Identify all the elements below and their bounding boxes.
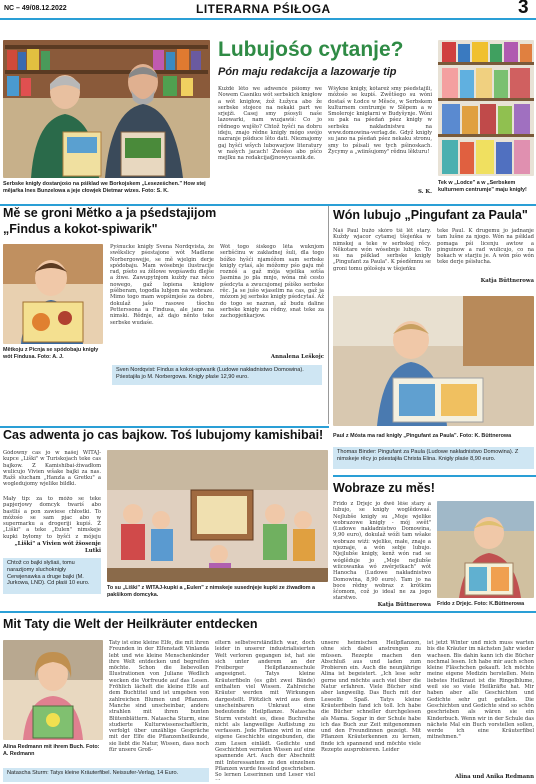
article6-column3: unsere heimischen Heilpflanzen, ohne sich dabei anstrengen zu müssen. Rezepte machen den Abschluß aus und laden zum Probieren ein. Auch die neunjährige Alina ist begeistert. „Ich lese sehr gerne und möchte auch viel über die Natur erfahren. Viele Bücher sind aber langweilig. Das Buch mit der Leseelfe Spaß. Tatys kleine Kräuterfibeln fand ich toll. Ich habe die Bücher schneller durchgelesen als Mama. Sogar in der Schule habe ich das Buch zur Zeit mitgenommen und den Freundinnen gezeigt. Mit Pflanzen Kräuterkennen zu lernen, finde ich spannend und möchte viele Rezepte ausprobieren. Leider — [321, 640, 421, 754]
article5-body: Frido z Drjejc jo dwě lěśe stary a lubujo, se knigły woglědowaś. Nejlubše knigły su „Moje wjelike wobrazowe knigły - mój swět" (Ludowe nakładnistwo Domowina, 9,90 euro), dokulaž wóži tam wšake wobraze wiźi: wjelike, małe, znaje a njeznaje, a wón sebje lubujo. Njejlubše knigły, kenž wón rad se wóglěduje jo „Moje nejlubše wiicowanka wó zwěrjetkach" wót Hanocha (Ludowe nakładnistwo Domowina, 8,90 euro). Tam jo na boce rědny wobraz z krótkim šćomom, což jo ideal ne za jogo starstwo. — [333, 501, 431, 602]
caption-metko: Mětkoju z Picnja se spódobaju knigły wót Findusa. Foto: A. J. — [3, 347, 99, 360]
photo-paul-reading — [333, 296, 534, 426]
header-rule — [0, 18, 536, 20]
photo-alina — [3, 640, 103, 740]
article3-column2: teke Paul. K drugemu jo jadnanje tam lušne za njogo. Wón na pśiklad pomaga pśi licenju awtow a pinguinow a rad wulicujo, co na bokach w starjiu je. A wón pśo wón teke derje pśisłucha. — [437, 228, 534, 266]
section-title: LITERARNA PŚIŁOGA — [196, 2, 331, 16]
photo-metko-findus — [3, 244, 103, 344]
photo-lodka-shelf — [438, 40, 534, 176]
article1-column2: Wšykne knigły, kótarež smy pśedstajili, móžośo se kupiś. Zwětšego su wóni dostaś w Łodce w Měsće, w Serbskem kulturnem centrumje w Slěpem a w Smolerojc knigłarni w Budyšynje. Wóni su pak na pśedań pśez knigły w serbsku nakładnistwu na www.domowina-verlag.de. Gdyž knigły su jano na pśedań pśez nekaku stronu, smy to pśisali we tych pśinoskach. Žycymy a „wiinšujomy" rědnu lěkturu! — [328, 86, 432, 155]
article1-title: Lubujośo cytanje? — [218, 38, 404, 61]
article6-column2: eltern selbstverständlich war, doch leider in unserer industrialisierten Welt verloren gegangen ist, hat sie sich unter anderem an der Freiberger Heilpflanzenschule angeeignet. Tatys kleine Kräuterfibeln (es gibt zwei Bände) enthalten viel Wissen. Zahlreiche Kräuter werden mit Wirkungen dargestellt. Plötzlich wird aus dem unscheinbaren Unkraut eine bedeutende Heilpflanze. Natascha Sturm versteht es, diese Buchreihe nicht als langweilige Auflistung zu verfassen. Jede Pflanze wird in eine eigene Geschichte eingebunden, die zum Lesen einlädt. Gedichte und Geschichten verraten Wissen auf eine spannende Art. Auch der Abschnitt mit Interessantem zu den einzelnen Pflanzen wurde fesselnd geschrieben. So lernen Leserinnen und Leser viel — [215, 640, 315, 779]
article4-signature: „Liški" a Vivien wót žšosenje Lutki — [14, 541, 101, 554]
article4-title: Cas adwenta jo cas bajkow. Toś lubujomy kamishibai! — [3, 428, 324, 442]
article2-book-info: Sven Nordqvist: Findus a kokot-spiwarik (Ludowe nakładnistwo Domowina). Pśestajiła jo M. Norbergowa. Knigły płaśe 12,90 euro. — [112, 365, 322, 385]
article6-column4: ist jetzt Winter und mich muss warten bis die Kräuter im nächsten Jahr wieder wachsen. Bis dahin kann ich die Bücher nochmal lesen. Ich habe mir auch schon kleine Fläschchen gekauft. Ich möchte meine eigene Medizin herstellen. Mein liebstes Heilkraut ist die Ringelblume, weil sie so viele Heilkräfte hat. Mir haben aber alle Geschichten und Gedichte sehr gut gefallen. Die Geschichten und Gedichte sind so schön geschrieben als wären sie ein Kinderbuch. Wenn wir in der Schule das nächste Mal ein Buch vorstellen sollen, werde ich eine Kräuterfibel mitnehmen." — [427, 640, 534, 741]
article3-title: Wón lubujo „Pingufant za Paula" — [333, 208, 528, 222]
article2-title-line1: Mě se groni Mětko a ja pśedstajijom — [3, 206, 217, 220]
article6-book-info: Natascha Sturm: Tatys kleine Kräuterfibel. Neissufer-Verlag, 14 Euro. — [3, 768, 209, 782]
article2-column2: Wót togo śiskego lěta wuknjom serbšćinu w zakładnej šuli, dla togo bóžko hyšći njamóžom sam serbske knigły cytaś, ale móžomy pśo gaju mě roznóš a gaž mója wjelika sotša Jasmina jo pla mnjo, wóna mě cesto pśedcyta a zwucujomej pśiśko serbske rěc. Ja se jušo wjaselim na cas, gaž ja mózom jej serbske knigły pśedcytaś. Až do togo se nazran, až budu daline serbske knigły za rědny, snat teke za zachopjeńkarjow. — [220, 244, 324, 320]
article6-column1: Taty ist eine kleine Elfe, die mit ihren Freunden in der Elfenstadt Vinlanda lebt und wie kleine Menschenkinder ihre Welt entdecken und begreifen möchte. Schon die liebevollen Illustrationen von Juliane Wedlich wecken die Vorfreude auf das Lesen. Fröhlich lächelt die kleine Elfe auf dem Buchtitel und ist umgeben von zahlreichen Blumen und Pflanzen. Manche sind unscheinbar, andere strahlen mit ihren bunten Blütenblättern. Natascha Sturm, eine studierte Kulturwissenschaftlerin, verfolgt über unzählige Gespräche mit der Elfe die Pflanzenheilkunde, sie liebt die Natur, Wissen, dass noch für unsere Groß- — [109, 640, 209, 754]
issue-number: NC – 49/08.12.2022 — [4, 5, 67, 12]
article6-signature: Alina und Anika Redmann — [454, 774, 534, 780]
photo-bookshop-owners — [3, 40, 210, 178]
photo-kamishibai-kids — [107, 450, 328, 582]
caption-frido: Frido z Drjejc. Foto: K.Büttnerowa — [437, 601, 525, 607]
article5-signature: Katja Büttnerowa — [377, 602, 431, 608]
caption-lodka: Tek w „Lodce" a w „Serbskem kulturnem centrumje" maju knigły! — [438, 180, 527, 193]
article5-title: Wobraze zu měs! — [333, 481, 435, 495]
article2-column1: Pyšnucke knigły Svena Nordqvista, že swěkslicy pśestajone wót Madlene Norbergowejje, se mě wjelgin derje spódobaju. Mam wósebnje ilustracije rad, pśeto su źělowe wopśawdu dlejše a žiwe. Zawupytnjom kuždy raz něco nowego, gaž lopiena knigłow pśěberam, togodla lubjom na wobraze. Mimo togo mam wopśimjeśe za dobre, dokulaž jašo rasowe tšochu Petterssona a Findusa, ale jano na nimski. Rědnje, až dajo něnto teke serbske wudaśe. — [110, 244, 214, 326]
article2-title-line2: „Findus a kokot-spiwarik" — [3, 222, 158, 236]
article6-title: Mit Taty die Welt der Heilkräuter entdecken — [3, 617, 258, 631]
divider-3 — [333, 475, 536, 477]
divider-4 — [0, 611, 536, 613]
article3-book-info: Thomas Binder: Pingufant za Paula (Ludowe nakładnistwo Domowina). Z nimskeje rěcy jo pśestajiła Christa Elina. Knigły płaśe 8,90 euro. — [333, 447, 534, 469]
article1-signature: S. K. — [417, 189, 432, 195]
article4-audio-info: Chtož co bajki słyšaś, tomu narazijomy sluchoknigły Cerwjenawka a druge bajki (M. Jurkowa, LND). Cd płaśi 10 euro. — [3, 558, 101, 594]
article4-column1: Gódowny cas jo w našej WITAJ-kupce „Liški" w Turiskojach teke cas bajkow. Z Kamishibai-źiwadłom wulicujo Vivien wšake bajki za nas. Ražš slucham „Hanzla a Gretku" a wogledujomy wjelike bildki. — [3, 450, 101, 488]
caption-paul: Paul z Mósta ma rad knigły „Pingufant za Paula". Foto: K. Büttnerowa — [333, 433, 512, 439]
article1-column1: Kuždé lěto we adwenće pśiomy we Nowem Casniku wót serbskich knigłow a wót knigłow, źož Łužyca abo že serbske stojece na nekaki part we srjejźi. Casej smy pśosyli naše lazowarki, nam wuzjawiś: Co jo rědnego wujšło? Chtož hyšći na dobru ideju, znajo rědne knigły mógo swójo nazranje pśiduce lěto dati. Nieznajomy gaj hyšći wšych lubowarjow literatury w našych jacach! Źwóśso abo pšćo mejlku na redakcija@nowycasnik.de. — [218, 86, 322, 162]
article4-column2: Mały tip: za to móžo se teke papjerjowy domcyk twariś abo bastliś a pon zawiese chłostki. To móžośo se sam pjac abo w supermarku a drogeriji kupiś. Ž „Liški" a teke „Eulen" nimskeje kupki byłomy to byšći z mójeju — [3, 496, 101, 540]
caption-bookshop: Serbske knigły dostanjośo na pśiklad we Borkojskem „Leseześchen." How stej mějaŕka Ines Bunzelowa a jeje cłowjek Dietmar wizes. Foto: S. K. — [3, 181, 206, 194]
photo-frido — [437, 501, 534, 598]
column-divider — [328, 206, 329, 424]
page-number: 3 — [518, 0, 529, 18]
article1-subtitle: Pón maju redakcija a lazowarje tip — [218, 66, 397, 78]
article3-signature: Katja Büttnerowa — [480, 278, 534, 284]
article3-column1: Naš Paul bužo skóro tśi lět stary. Kuždy wjacor cytamej tšojeńka w nimskej a teke w serbskej rěcy. Někotare wón wósebnje lubujo. To su na pśiklad serbske knigły „Pingufant za Paula". K pśeděmnu se groni tomu gólošoju w tšojeńku — [333, 228, 431, 272]
caption-alina: Alina Redmann mit ihrem Buch. Foto: A. Redmann — [3, 744, 100, 757]
caption-kamishibai: To su „Liški" z WITAJ-kupki a „Eulen" z nimskeje susednjeje kupki ze źiwadłom a pakšikom domcyka. — [107, 585, 316, 598]
article2-signature: Annalena Leškojc — [270, 354, 324, 360]
